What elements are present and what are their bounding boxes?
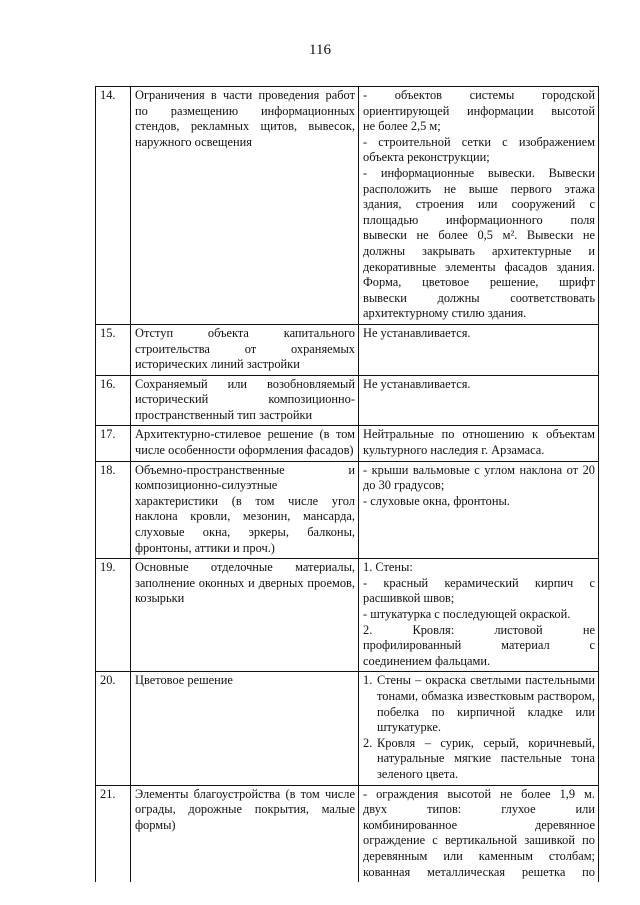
- list-marker: 1.: [363, 673, 373, 688]
- value-line: - объектов системы городской: [363, 88, 595, 102]
- value-line: двух типов: глухое или: [363, 802, 595, 817]
- list-item: [363, 673, 595, 735]
- value-line: - информационные вывески. Вывески: [363, 165, 595, 180]
- list-text: Стены – окраска светлыми пастельными тонами, обмазка известковым раствором, побелка по кирпичной кладке или штукатурке.: [377, 673, 595, 735]
- value-line: расшивкой швов;: [363, 591, 455, 606]
- row-number: 17.: [96, 426, 131, 461]
- value-line: архитектурному стилю здания.: [363, 306, 527, 321]
- table-row: [96, 785, 599, 882]
- value-line: декоративные элементы фасадов здания.: [363, 259, 595, 274]
- value-line: 1. Стены:: [363, 560, 413, 575]
- row-parameter: Основные отделочные материалы, заполнение оконных и дверных проемов, козырьки: [131, 559, 359, 672]
- list-text: Кровля – сурик, серый, коричневый, натуральные мягкие пастельные тона зеленого цвета.: [377, 735, 595, 781]
- row-parameter: Ограничения в части проведения работ по размещению информационных стендов, рекламных щитов, вывесок, наружного освещения: [131, 87, 359, 325]
- value-line: - ограждения высотой не более 1,9 м.: [363, 786, 595, 801]
- row-value: [359, 785, 599, 882]
- value-line: должны закрывать архитектурные и: [363, 243, 595, 258]
- value-line: площадью информационного поля: [363, 212, 595, 227]
- value-line: профилированный материал с: [363, 638, 595, 653]
- table-row: [96, 461, 599, 559]
- row-value: [359, 672, 599, 785]
- row-number: 16.: [96, 375, 131, 426]
- row-number: 21.: [96, 785, 131, 882]
- table-row: [96, 87, 599, 325]
- value-line: вывески должны соответствовать: [363, 290, 595, 305]
- row-value: Нейтральные по отношению к объектам культурного наследия г. Арзамаса.: [359, 426, 599, 461]
- value-line: Форма, цветовое решение, шрифт: [363, 275, 595, 290]
- list-item: [363, 736, 595, 783]
- row-parameter: Архитектурно-стилевое решение (в том числе особенности оформления фасадов): [131, 426, 359, 461]
- row-value: [359, 87, 599, 325]
- value-line: соединением фальцами.: [363, 653, 491, 668]
- page-number: 116: [309, 42, 331, 58]
- value-line: объекта реконструкции;: [363, 150, 490, 165]
- row-parameter: Сохраняемый или возобновляемый исторический композиционно-пространственный тип застройки: [131, 375, 359, 426]
- value-line: деревянным или каменным столбам;: [363, 848, 595, 863]
- value-line: вывески не более 0,5 м². Вывески не: [363, 228, 595, 243]
- table-row: [96, 559, 599, 672]
- row-number: 14.: [96, 87, 131, 325]
- value-line: - штукатурка с последующей окраской.: [363, 607, 571, 621]
- value-line: - строительной сетки с изображением: [363, 134, 595, 149]
- value-line: ориентирующей информации высотой: [363, 103, 595, 118]
- row-parameter: Отступ объекта капитального строительства от охраняемых исторических линий застройки: [131, 324, 359, 375]
- row-parameter: Элементы благоустройства (в том числе ограды, дорожные покрытия, малые формы): [131, 785, 359, 882]
- row-value: - крыши вальмовые с углом наклона от 20 до 30 градусов; - слуховые окна, фронтоны.: [359, 461, 599, 559]
- value-line: ограждение с вертикальной зашивкой по: [363, 833, 595, 848]
- table-row: [96, 375, 599, 426]
- table-row: [96, 672, 599, 785]
- table-row: [96, 324, 599, 375]
- row-parameter: Цветовое решение: [131, 672, 359, 785]
- regulations-table: [95, 86, 599, 882]
- row-number: 19.: [96, 559, 131, 672]
- value-line: не более 2,5 м;: [363, 119, 441, 134]
- table-row: [96, 426, 599, 461]
- value-line: здания, строения или сооружений с: [363, 197, 595, 212]
- list-marker: 2.: [363, 735, 373, 750]
- row-number: 18.: [96, 461, 131, 559]
- value-line: расположить не выше первого этажа: [363, 181, 595, 196]
- value-line: - красный керамический кирпич с: [363, 575, 595, 590]
- row-value: Не устанавливается.: [359, 375, 599, 426]
- value-line: кованная металлическая решетка по: [363, 864, 595, 879]
- value-line: 2. Кровля: листовой не: [363, 622, 595, 637]
- row-value: Не устанавливается.: [359, 324, 599, 375]
- row-number: 15.: [96, 324, 131, 375]
- row-number: 20.: [96, 672, 131, 785]
- row-value: [359, 559, 599, 672]
- value-line: комбинированное деревянное: [363, 817, 595, 832]
- row-parameter: Объемно-пространственные и композиционно-силуэтные характеристики (в том числе угол наклона кровли, мезонин, мансарда, слуховые окна, эркеры, балконы, фронтоны, аттики и проч.): [131, 461, 359, 559]
